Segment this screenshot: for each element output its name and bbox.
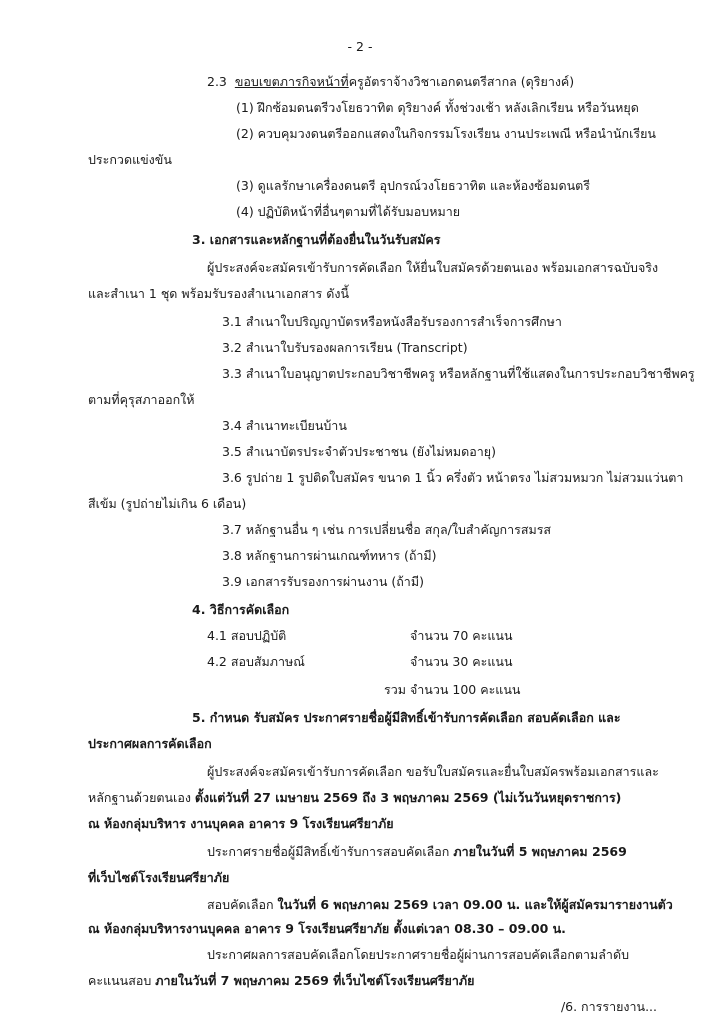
document-item: 3.5 สำเนาบัตรประจำตัวประชาชน (ยังไม่หมดอายุ) (222, 444, 496, 459)
duty-item: (4) ปฏิบัติหน้าที่อื่นๆตามที่ได้รับมอบหมาย (236, 204, 461, 219)
section-2-3-title-rest: ครูอัตราจ้างวิชาเอกดนตรีสากล (ดุริยางค์) (348, 74, 575, 89)
exam-date-line (207, 896, 673, 914)
selection-total: รวม จำนวน 100 คะแนน (384, 682, 521, 697)
eligible-list-location: ที่เว็บไซต์โรงเรียนศรียาภัย (88, 870, 230, 885)
duty-item: (3) ดูแลรักษาเครื่องดนตรี อุปกรณ์วงโยธวาทิต และห้องซ้อมดนตรี (236, 178, 590, 193)
duty-item-continuation: ประกวดแข่งขัน (88, 152, 172, 167)
section-3-intro: ผู้ประสงค์จะสมัครเข้ารับการคัดเลือก ให้ยื่นใบสมัครด้วยตนเอง พร้อมเอกสารฉบับจริง (207, 260, 659, 275)
section-2-3-title: ขอบเขตภารกิจหน้าที่ (234, 74, 349, 89)
document-item: 3.7 หลักฐานอื่น ๆ เช่น การเปลี่ยนชื่อ สกุล/ใบสำคัญการสมรส (222, 522, 552, 537)
section-3-intro-continuation: และสำเนา 1 ชุด พร้อมรับรองสำเนาเอกสาร ดังนี้ (88, 286, 349, 301)
document-item: 3.6 รูปถ่าย 1 รูปติดใบสมัคร ขนาด 1 นิ้ว ครึ่งตัว หน้าตรง ไม่สวมหมวก ไม่สวมแว่นตา (222, 470, 684, 485)
duty-item: (2) ควบคุมวงดนตรีออกแสดงในกิจกรรมโรงเรียน งานประเพณี หรือนำนักเรียน (236, 126, 656, 141)
document-item: 3.1 สำเนาใบปริญญาบัตรหรือหนังสือรับรองการสำเร็จการศึกษา (222, 314, 562, 329)
application-location: ณ ห้องกลุ่มบริหาร งานบุคคล อาคาร 9 โรงเรียนศรียาภัย (88, 816, 394, 831)
page-number: - 2 - (347, 39, 373, 54)
selection-method-score: จำนวน 70 คะแนน (410, 628, 513, 643)
next-page-footer: /6. การรายงาน... (560, 999, 657, 1014)
document-item: 3.8 หลักฐานการผ่านเกณฑ์ทหาร (ถ้ามี) (222, 548, 437, 563)
results-date-line (88, 972, 474, 990)
application-paragraph: ผู้ประสงค์จะสมัครเข้ารับการคัดเลือก ขอรับใบสมัครและยื่นใบสมัครพร้อมเอกสารและ (207, 764, 659, 779)
document-item-continuation: ตามที่คุรุสภาออกให้ (88, 392, 195, 407)
selection-method-label: 4.1 สอบปฏิบัติ (207, 628, 287, 643)
document-item: 3.4 สำเนาทะเบียนบ้าน (222, 418, 347, 433)
section-4-heading: 4. วิธีการคัดเลือก (192, 602, 290, 617)
results-date-detail: ภายในวันที่ 7 พฤษภาคม 2569 ที่เว็บไซต์โรงเรียนศรียาภัย (155, 973, 475, 988)
application-period-prefix: หลักฐานด้วยตนเอง (88, 790, 195, 805)
eligible-list-line (207, 843, 627, 861)
document-item: 3.2 สำเนาใบรับรองผลการเรียน (Transcript) (222, 340, 468, 355)
results-date-prefix: คะแนนสอบ (88, 973, 156, 988)
eligible-list-text: ประกาศรายชื่อผู้มีสิทธิ์เข้ารับการสอบคัดเลือก (207, 844, 454, 859)
eligible-list-date: ภายในวันที่ 5 พฤษภาคม 2569 (453, 844, 627, 859)
exam-date-detail: ในวันที่ 6 พฤษภาคม 2569 เวลา 09.00 น. และให้ผู้สมัครมารายงานตัว (277, 897, 673, 912)
section-2-3-heading (207, 73, 574, 91)
document-item: 3.3 สำเนาใบอนุญาตประกอบวิชาชีพครู หรือหลักฐานที่ใช้แสดงในการประกอบวิชาชีพครู (222, 366, 695, 381)
application-period-dates: ตั้งแต่วันที่ 27 เมษายน 2569 ถึง 3 พฤษภาคม 2569 (ไม่เว้นวันหยุดราชการ) (194, 790, 622, 805)
section-5-heading: 5. กำหนด รับสมัคร ประกาศรายชื่อผู้มีสิทธิ์เข้ารับการคัดเลือก สอบคัดเลือก และ (192, 710, 621, 725)
document-item: 3.9 เอกสารรับรองการผ่านงาน (ถ้ามี) (222, 574, 424, 589)
selection-method-score: จำนวน 30 คะแนน (410, 654, 513, 669)
document-item-continuation: สีเข้ม (รูปถ่ายไม่เกิน 6 เดือน) (88, 496, 247, 511)
results-paragraph: ประกาศผลการสอบคัดเลือกโดยประกาศรายชื่อผู้ผ่านการสอบคัดเลือกตามลำดับ (207, 947, 629, 962)
selection-method-label: 4.2 สอบสัมภาษณ์ (207, 654, 305, 669)
exam-location: ณ ห้องกลุ่มบริหารงานบุคคล อาคาร 9 โรงเรียนศรียาภัย ตั้งแต่เวลา 08.30 – 09.00 น. (88, 921, 566, 936)
section-2-3-number: 2.3 (207, 74, 227, 89)
duty-item: (1) ฝึกซ้อมดนตรีวงโยธวาทิต ดุริยางค์ ทั้งช่วงเช้า หลังเลิกเรียน หรือวันหยุด (236, 100, 639, 115)
section-5-heading-continuation: ประกาศผลการคัดเลือก (88, 736, 212, 751)
section-3-heading: 3. เอกสารและหลักฐานที่ต้องยื่นในวันรับสมัคร (192, 232, 441, 247)
exam-date-prefix: สอบคัดเลือก (207, 897, 278, 912)
application-period-line (88, 789, 621, 807)
